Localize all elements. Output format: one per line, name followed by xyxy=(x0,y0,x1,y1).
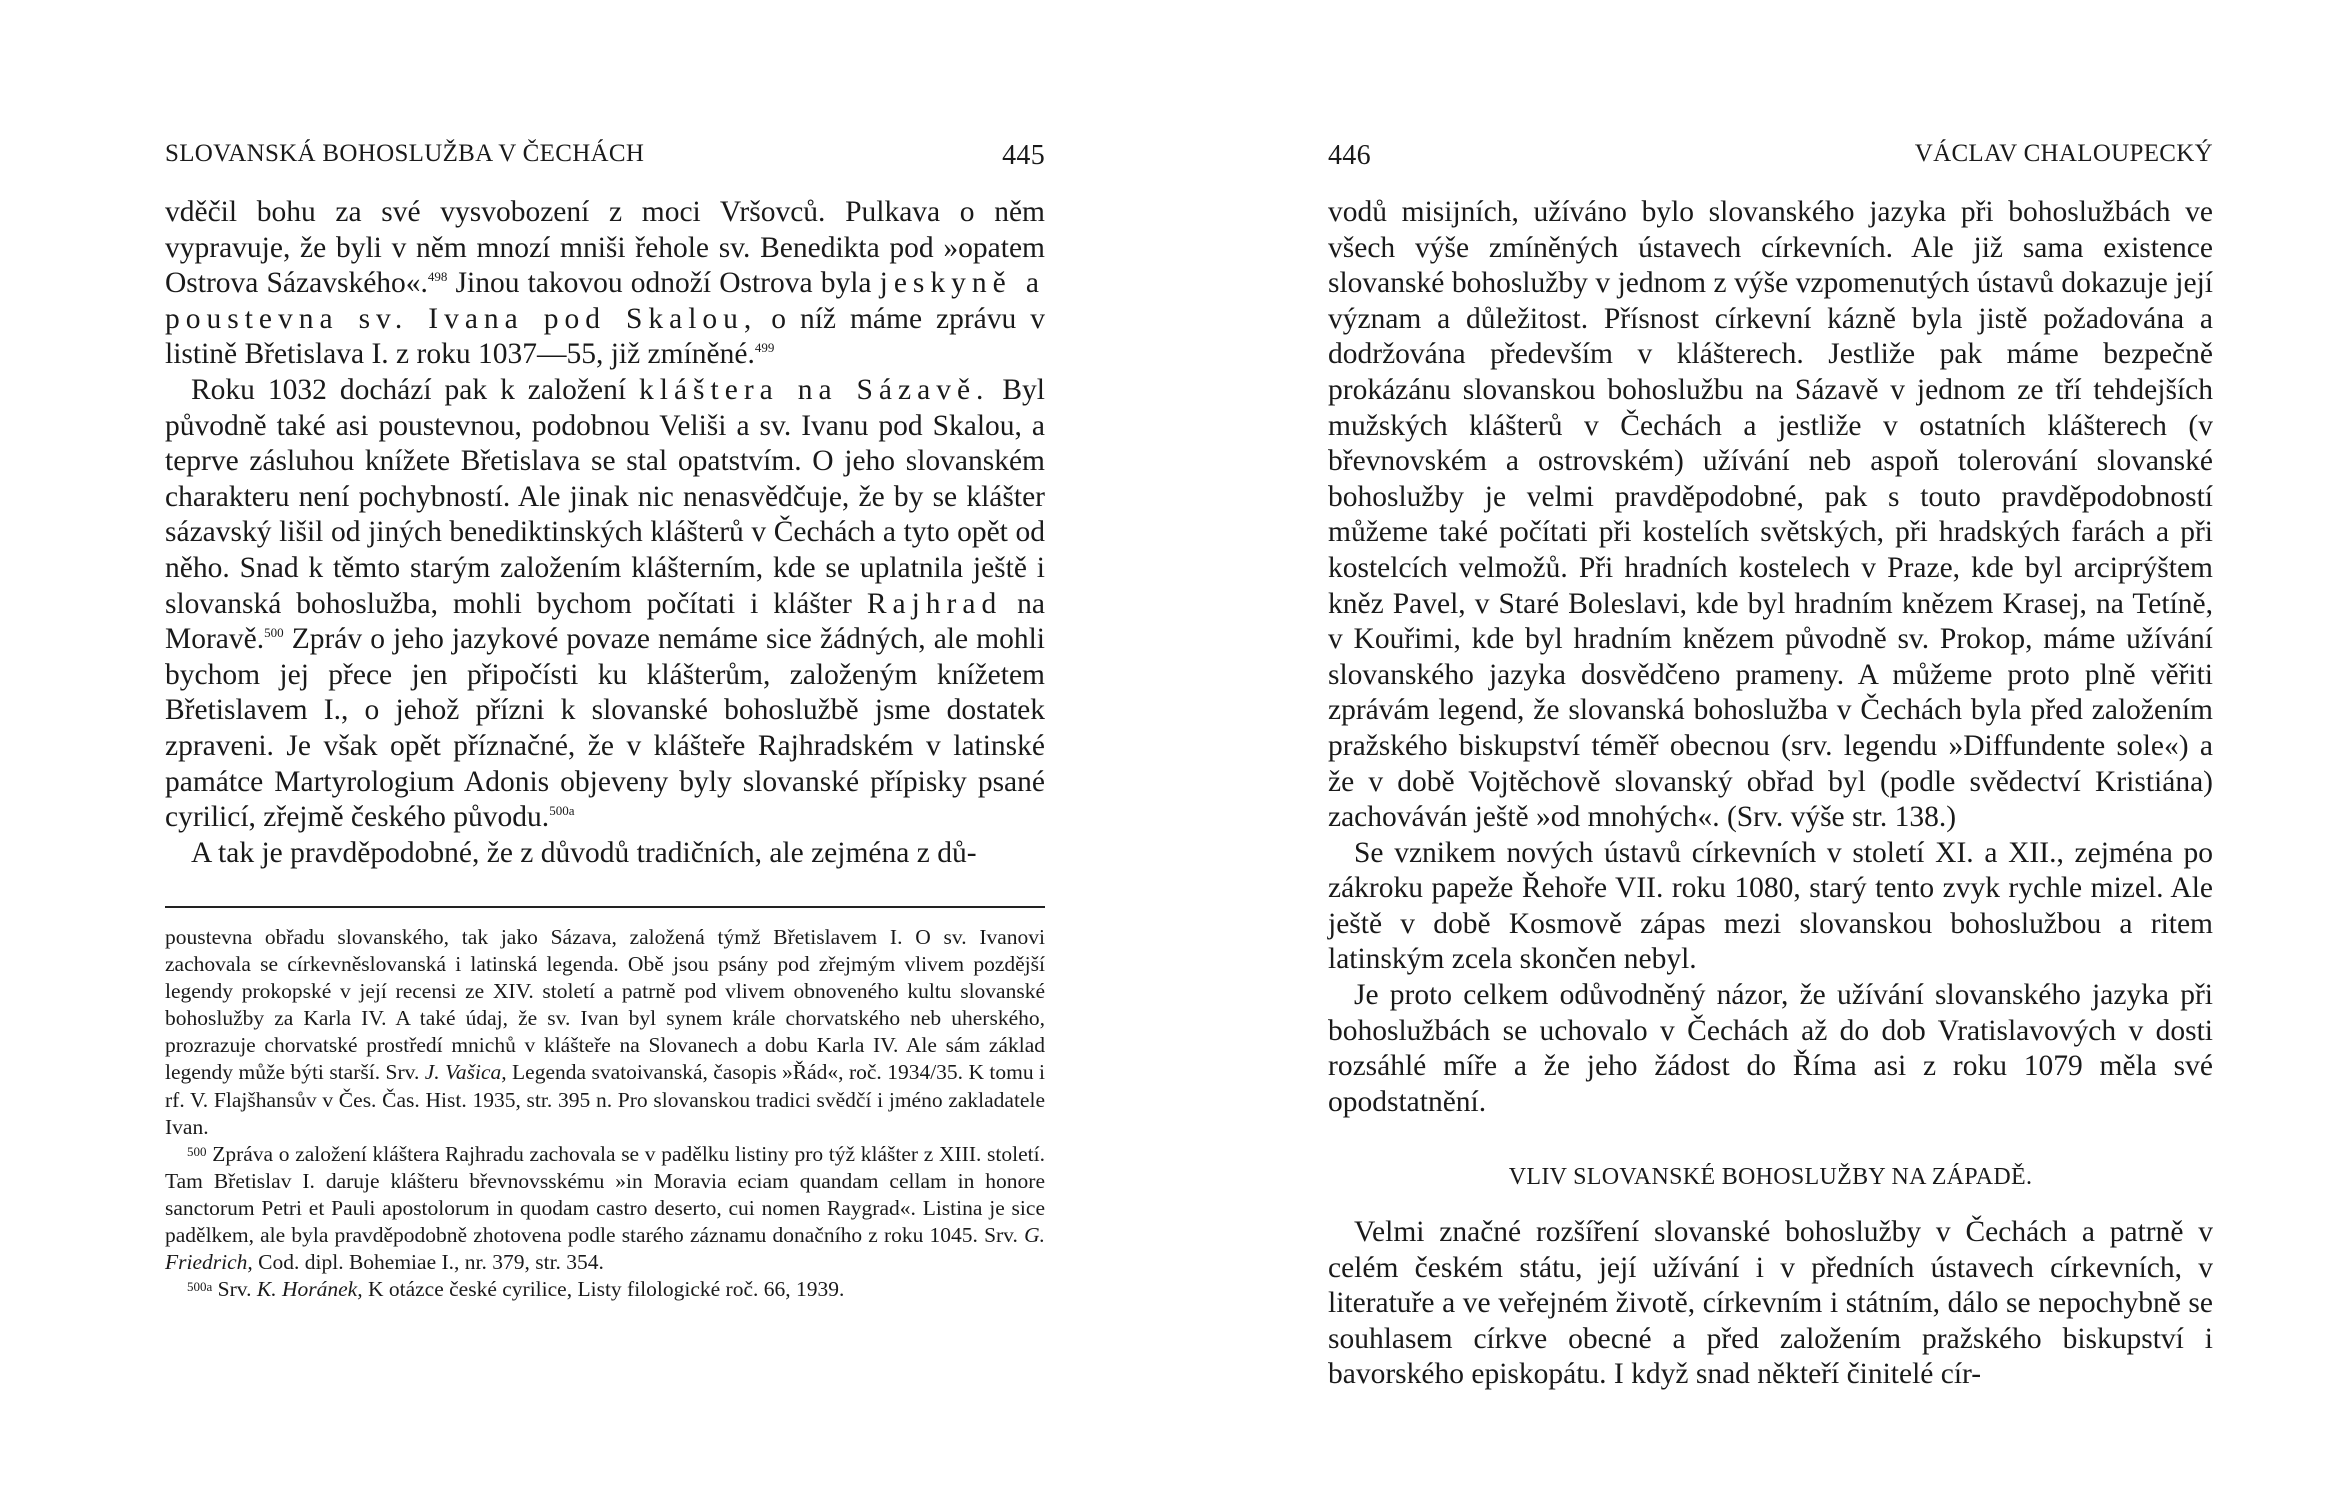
paragraph xyxy=(165,195,1045,373)
footnote-ref: 500 xyxy=(264,625,284,641)
spaced-emphasis: kláštera na Sázavě. xyxy=(639,373,990,406)
spaced-emphasis: Rajhrad xyxy=(866,587,1003,620)
body-text xyxy=(1328,195,2213,1120)
right-page xyxy=(1328,0,2213,1500)
footnote xyxy=(165,1276,1045,1303)
text-run: Cod. dipl. Bohemiae I., nr. 379, str. 354. xyxy=(252,1250,604,1275)
running-title: VÁCLAV CHALOUPECKÝ xyxy=(1914,140,2213,167)
text-run: Legenda svatoivanská, časopis »Řád«, roč. 1934/35. K tomu i rf. V. Flajšhansův v Čes. Čas. Hist. 1935, str. 395 n. Pro slovanskou tradici svědčí i jméno zakladatele Ivan. xyxy=(165,1060,1045,1139)
section-heading: VLIV SLOVANSKÉ BOHOSLUŽBY NA ZÁPADĚ. xyxy=(1508,1164,2033,1190)
running-head xyxy=(165,140,1045,180)
paragraph: Je proto celkem odůvodněný názor, že užívání slovanského jazyka při bohoslužbách se uchovalo v Čechách až do dob Vratislavových v dosti rozsáhlé míře a že jeho žádost do Říma asi z roku 1079 měla své opodstatnění. xyxy=(1328,979,2213,1118)
paragraph: Se vznikem nových ústavů církevních v století XI. a XII., zejména po zákroku papeže Řehoře VII. roku 1080, starý tento zvyk rychle mizel. Ale ještě v době Kosmově zápas mezi slovanskou bohoslužbou a ritem latinským zcela skončen nebyl. xyxy=(1328,836,2213,976)
page-number: 446 xyxy=(1328,140,1371,171)
paragraph xyxy=(165,373,1045,836)
text-run: Jinou takovou odnoží Ostrova byla xyxy=(447,267,880,300)
spaced-emphasis: jeskyně a poustevna sv. Ivana pod Skalou, xyxy=(165,267,1045,335)
text-run: Roku 1032 dochází pak k založení xyxy=(191,373,640,406)
running-head xyxy=(1328,140,2213,180)
author-name: J. Vašica, xyxy=(424,1060,507,1085)
footnote-ref: 499 xyxy=(754,340,775,356)
running-title: SLOVANSKÁ BOHOSLUŽBA V ČECHÁCH xyxy=(165,140,645,167)
footnotes xyxy=(165,924,1045,1303)
body-text xyxy=(165,195,1045,871)
footnote-ref: 500a xyxy=(549,803,575,819)
text-run: na Moravě. xyxy=(165,587,1045,656)
footnote xyxy=(165,1141,1045,1276)
footnote-mark: 500a xyxy=(187,1279,213,1295)
footnote-mark: 500 xyxy=(187,1143,207,1159)
text-run: o níž máme zprávu v listině Břetislava I. z roku 1037—55, již zmíněné. xyxy=(165,302,1045,371)
text-run: K otázce české cyrilice, Listy filologické roč. 66, 1939. xyxy=(362,1277,845,1302)
text-run: Zpráva o založení kláštera Rajhradu zachovala se v padělku listiny pro týž klášter z XIII. století. Tam Břetislav I. daruje klášteru břevnovsskému »in Moravia eciam quandam cellam in honore sanctorum Petri et Pauli apostolorum in quodam castro deserto, cui nomen Raygrad«. Listina je sice padělkem, ale byla pravděpodobně zhotovena podle starého záznamu donačního z roku 1045. Srv. xyxy=(165,1141,1045,1248)
text-run: Zpráv o jeho jazykové povaze nemáme sice žádných, ale mohli bychom jej přece jen připočísti ku klášterům, založeným knížetem Břetislavem I., o jehož přízni k slovanské bohoslužbě jsme dostatek zpraveni. Je však opět příznačné, že v klášteře Rajhradském v latinské památce Martyrologium Adonis objeveny byly slovanské přípisky psané cyrilicí, zřejmě českého původu. xyxy=(165,623,1045,834)
text-run: vděčil bohu za své vysvobození z moci Vršovců. Pulkava o něm vypravuje, že byli v něm mnozí mniši řehole sv. Benedikta pod »opatem Ostrova Sázavského«. xyxy=(165,196,1045,300)
footnote xyxy=(165,924,1045,1141)
text-run: poustevna obřadu slovanského, tak jako Sázava, založená týmž Břetislavem I. O sv. Ivanovi zachovala se církevněslovanská i latinská legenda. Obě jsou psány pod zřejmým vlivem pozdější legendy prokopské v její recensi ze XIV. století a patrně pod vlivem obnoveného kultu slovanské bohoslužby za Karla IV. A také údaj, že sv. Ivan byl synem krále chorvatského neb uherského, prozrazuje chorvatské prostředí mnichů v klášteře na Slovanech a dobu Karla IV. Ale sám základ legendy může býti starší. Srv. xyxy=(165,925,1045,1085)
section-body xyxy=(1328,1215,2213,1393)
paragraph: Velmi značné rozšíření slovanské bohoslužby v Čechách a patrně v celém českém státu, její užívání i v předních ústavech církevních, v literatuře a ve veřejném životě, církevním i státním, dálo se nepochybně se souhlasem církve obecné a před založením pražského biskupství i bavorského episkopátu. I když snad někteří činitelé cír- xyxy=(1328,1216,2213,1391)
text-run: Srv. xyxy=(212,1277,257,1302)
footnote-ref: 498 xyxy=(427,269,448,285)
paragraph: vodů misijních, užíváno bylo slovanského jazyka při bohoslužbách ve všech výše zmíněných ústavech církevních. Ale již sama existence slovanské bohoslužby v jednom z výše vzpomenutých ústavů dokazuje její význam a důležitost. Přísnost církevní kázně byla jistě požadována a dodržována především v klášterech. Jestliže pak máme bezpečně prokázánu slovanskou bohoslužbu na Sázavě v jednom ze tří tehdejších mužských klášterů v Čechách a jestliže v ostatních klášterech (v břevnovském a ostrovském) užívání neb aspoň tolerování slovanské bohoslužby je velmi pravděpodobné, pak s touto pravděpodobností můžeme také počítati při kostelích světských, při hradských farách a při kostelcích velmožů. Při hradních kostelech v Praze, kde byl arciprýštem kněz Pavel, v Staré Boleslavi, kde byl hradním knězem Krasej, na Tetíně, v Kouřimi, kde byl hradním knězem původně sv. Prokop, máme užívání slovanského jazyka dosvědčeno prameny. A můžeme proto plně věřiti zprávám legend, že slovanská bohoslužba v Čechách byla před založením pražského biskupství téměř obecnou (srv. legendu »Diffundente sole«) a že v době Vojtěchově slovanský obřad byl (podle svědectví Kristiána) zachováván ještě »od mnohých«. (Srv. výše str. 138.) xyxy=(1328,196,2213,834)
page-number: 445 xyxy=(1002,140,1045,171)
left-page xyxy=(165,0,1045,1500)
author-name: K. Horánek, xyxy=(256,1277,363,1302)
author-name: G. Friedrich, xyxy=(165,1223,1045,1275)
footnote-divider xyxy=(165,906,1045,908)
paragraph: A tak je pravděpodobné, že z důvodů tradičních, ale zejména z dů- xyxy=(191,836,977,869)
text-run: Byl původně také asi poustevnou, podobnou Veliši a sv. Ivanu pod Skalou, a teprve zásluhou knížete Břetislava se stal opatstvím. O jeho slovanském charakteru není pochybností. Ale jinak nic nenasvědčuje, že by se klášter sázavský lišil od jiných benediktinských klášterů v Čechách a tyto opět od něho. Snad k těmto starým založením klášterním, kde se uplatnila ještě i slovanská bohoslužba, mohli bychom počítati i klášter xyxy=(165,373,1046,620)
